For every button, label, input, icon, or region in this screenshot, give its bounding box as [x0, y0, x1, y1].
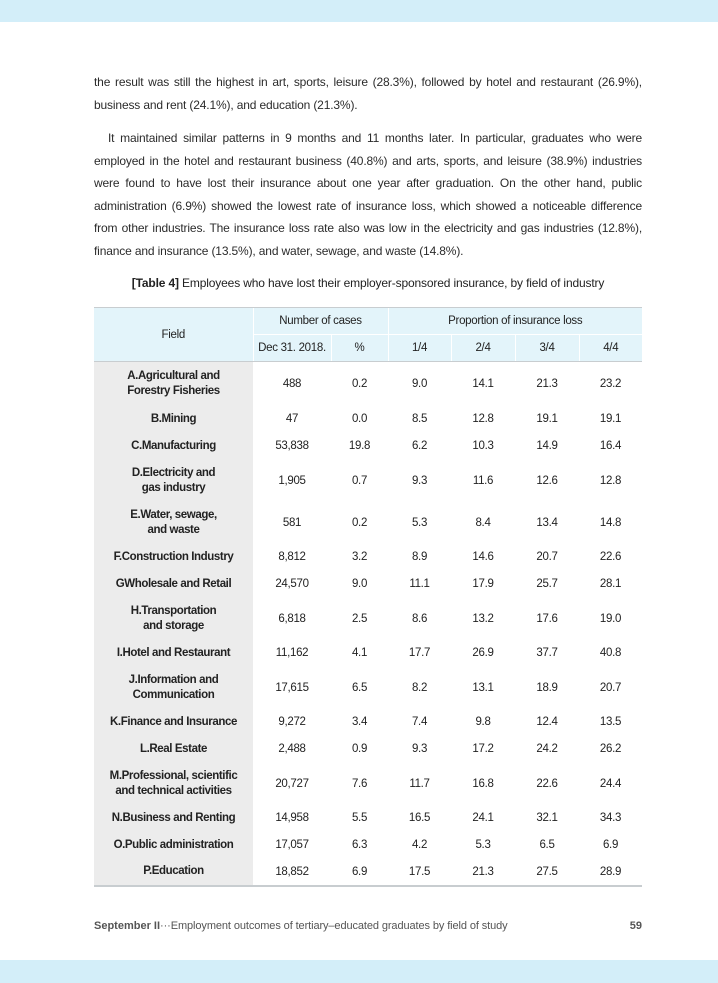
- cell-q2: 8.4: [475, 516, 491, 529]
- cell-cases: 24,570: [275, 578, 309, 590]
- cell-cases: 17,057: [275, 839, 309, 851]
- cell-field: [94, 362, 253, 406]
- cell-field: [94, 571, 253, 598]
- cell-field: [94, 709, 253, 736]
- cell-cases: 11,162: [275, 647, 309, 659]
- table-row: [94, 598, 642, 640]
- cell-q3: 37.7: [536, 647, 558, 659]
- field-line-1: D.Electricity and: [131, 466, 216, 479]
- insurance-loss-table: [94, 307, 642, 887]
- cell-field: [94, 502, 253, 544]
- cell-q1: 9.0: [411, 377, 428, 390]
- cell-pct: 2.5: [351, 612, 368, 625]
- cell-q2: 13.1: [472, 681, 494, 694]
- cell-cases: 18,852: [253, 859, 331, 886]
- cell-q3: 25.7: [536, 578, 558, 590]
- cell-q2: 14.1: [472, 377, 494, 390]
- cell-q1: 8.2: [411, 681, 428, 694]
- cell-pct: 3.4: [351, 716, 368, 728]
- header-q3: 3/4: [515, 335, 579, 362]
- cell-q3: 27.5: [515, 859, 579, 886]
- cell-q2: 13.2: [472, 612, 494, 625]
- cell-q2: 11.6: [472, 474, 494, 487]
- field-line-1: I.Hotel and Restaurant: [116, 646, 231, 659]
- cell-q1: 11.7: [409, 777, 430, 790]
- cell-field: [94, 544, 253, 571]
- header-q2: 2/4: [451, 335, 515, 362]
- cell-q1: 5.3: [411, 516, 428, 529]
- cell-q3: 13.4: [536, 516, 558, 529]
- body-paragraph-2: It maintained similar patterns in 9 months and 11 months later. In particular, graduates who were employed in the hotel and restaurant business (40.8%) and arts, sports, and leisure (38.9%) industries were found to have lost their insurance about one year after graduation. On the other hand, public administration (6.9%) showed the lowest rate of insurance loss, which showed a noticeable difference from other industries. The insurance loss rate also was low in the electricity and gas industries (12.8%), finance and insurance (13.5%), and water, sewage, and waste (14.8%).: [94, 131, 642, 258]
- table-row: [94, 362, 642, 406]
- field-line-1: J.Information and: [128, 673, 219, 686]
- cell-pct: 9.0: [351, 578, 368, 590]
- cell-q3: 19.1: [536, 413, 558, 425]
- cell-q4: 20.7: [599, 681, 622, 694]
- table-row: [94, 460, 642, 502]
- cell-q4: 12.8: [599, 474, 622, 487]
- cell-q1: 16.5: [408, 812, 431, 824]
- cell-q2: 26.9: [472, 647, 494, 659]
- table-row: [94, 571, 642, 598]
- field-line-2: gas industry: [141, 481, 206, 494]
- cell-field: [94, 406, 253, 433]
- table-row: [94, 832, 642, 859]
- cell-field: [94, 667, 253, 709]
- cell-q1: 17.7: [408, 647, 431, 659]
- cell-q4: 40.8: [599, 647, 622, 659]
- field-line-1: H.Transportation: [130, 604, 217, 617]
- cell-q4: 22.6: [599, 551, 622, 563]
- field-line-2: Forestry Fisheries: [127, 384, 220, 397]
- page-footer: [94, 920, 642, 932]
- cell-q1: 8.5: [411, 413, 428, 425]
- header-q1: 1/4: [388, 335, 451, 362]
- cell-cases: 17,615: [275, 681, 309, 694]
- table-caption: [94, 276, 642, 290]
- cell-pct: 4.1: [351, 647, 368, 659]
- cell-field: [94, 640, 253, 667]
- cell-cases: 8,812: [278, 551, 306, 563]
- field-line-1: O.Public administration: [113, 838, 234, 851]
- cell-q3: 21.3: [536, 377, 558, 390]
- cell-cases: 6,818: [278, 612, 306, 625]
- cell-q3: 20.7: [536, 551, 558, 563]
- cell-q3: 22.6: [536, 777, 558, 790]
- cell-q4: 6.9: [602, 839, 619, 851]
- footer-title: Employment outcomes of tertiary–educated graduates by field of study: [170, 920, 508, 932]
- cell-cases: 2,488: [278, 743, 306, 755]
- cell-q4: 16.4: [599, 440, 622, 452]
- field-line-2: and waste: [147, 523, 200, 536]
- cell-q2: 17.9: [472, 578, 494, 590]
- cell-pct: 0.7: [351, 474, 368, 487]
- cell-q1: 9.3: [411, 743, 428, 755]
- table-row: [94, 763, 642, 805]
- table-row: [94, 736, 642, 763]
- field-line-1: F.Construction Industry: [113, 550, 234, 563]
- footer-chapter: September II: [94, 920, 161, 932]
- cell-q4: 23.2: [599, 377, 622, 390]
- cell-cases: 581: [282, 516, 302, 529]
- cell-field: [94, 859, 253, 886]
- cell-q1: 9.3: [411, 474, 428, 487]
- cell-cases: 47: [285, 413, 299, 425]
- cell-cases: 9,272: [278, 716, 306, 728]
- table-row: [94, 406, 642, 433]
- table-caption-label: [Table 4]: [131, 276, 179, 290]
- table-row: [94, 805, 642, 832]
- cell-q1: 8.9: [411, 551, 428, 563]
- cell-q3: 24.2: [536, 743, 558, 755]
- table-row: [94, 667, 642, 709]
- cell-q2: 10.3: [472, 440, 494, 452]
- cell-field: [94, 460, 253, 502]
- table-caption-text: Employees who have lost their employer-sponsored insurance, by field of industry: [178, 276, 605, 290]
- cell-cases: 53,838: [275, 440, 309, 452]
- cell-q2: 9.8: [475, 716, 491, 728]
- header-dec-2018: Dec 31. 2018.: [253, 335, 331, 362]
- cell-field: [94, 598, 253, 640]
- cell-q2: 17.2: [472, 743, 494, 755]
- cell-field: [94, 832, 253, 859]
- cell-q4: 28.1: [599, 578, 622, 590]
- field-line-1: P.Education: [143, 865, 204, 877]
- table-row: [94, 709, 642, 736]
- field-line-1: M.Professional, scientific: [109, 769, 238, 782]
- cell-pct: 0.0: [351, 413, 368, 425]
- cell-field: [94, 433, 253, 460]
- cell-q4: 13.5: [599, 716, 622, 728]
- cell-field: [94, 805, 253, 832]
- cell-q3: 17.6: [536, 612, 558, 625]
- cell-q4: 28.9: [579, 859, 642, 886]
- cell-q4: 34.3: [599, 812, 622, 824]
- cell-pct: 0.2: [351, 516, 368, 529]
- cell-pct: 7.6: [351, 777, 368, 790]
- field-line-2: and technical activities: [115, 784, 232, 797]
- body-paragraph-1: the result was still the highest in art, sports, leisure (28.3%), followed by hotel and restaurant (26.9%), business and rent (24.1%), and education (21.3%).: [94, 75, 642, 112]
- table-row: [94, 502, 642, 544]
- cell-pct: 3.2: [351, 551, 368, 563]
- field-line-1: B.Mining: [150, 412, 197, 425]
- cell-q3: 14.9: [536, 440, 558, 452]
- header-field: Field: [94, 308, 253, 362]
- table-row: [94, 640, 642, 667]
- table-row: [94, 544, 642, 571]
- bottom-color-band: [0, 960, 718, 983]
- cell-q3: 32.1: [536, 812, 558, 824]
- cell-cases: 1,905: [278, 474, 306, 487]
- cell-q2: 5.3: [475, 839, 491, 851]
- cell-pct: 19.8: [348, 440, 371, 452]
- field-line-1: C.Manufacturing: [131, 439, 216, 452]
- page-number: 59: [629, 920, 642, 932]
- cell-q1: 17.5: [388, 859, 451, 886]
- field-line-1: E.Water, sewage,: [130, 508, 217, 521]
- cell-field: [94, 763, 253, 805]
- cell-q2: 24.1: [472, 812, 494, 824]
- field-line-1: N.Business and Renting: [111, 811, 236, 824]
- cell-q4: 19.0: [599, 612, 622, 625]
- header-number-of-cases: Number of cases: [253, 308, 388, 335]
- cell-field: [94, 736, 253, 763]
- cell-q4: 14.8: [599, 516, 622, 529]
- cell-q4: 19.1: [599, 413, 622, 425]
- cell-cases: 488: [282, 377, 302, 390]
- cell-q1: 4.2: [411, 839, 428, 851]
- cell-q2: 16.8: [472, 777, 494, 790]
- cell-q3: 18.9: [536, 681, 558, 694]
- cell-pct: 0.2: [351, 377, 368, 390]
- table-row: [94, 433, 642, 460]
- cell-q1: 11.1: [409, 578, 430, 590]
- field-line-2: Communication: [132, 688, 215, 701]
- field-line-1: L.Real Estate: [139, 742, 208, 755]
- cell-q4: 26.2: [599, 743, 622, 755]
- header-proportion-of-insurance-loss: Proportion of insurance loss: [388, 308, 642, 335]
- table-row: [94, 859, 642, 886]
- cell-q3: 6.5: [539, 839, 555, 851]
- cell-q1: 8.6: [411, 612, 428, 625]
- cell-q2: 12.8: [472, 413, 494, 425]
- cell-q2: 14.6: [472, 551, 494, 563]
- cell-q1: 7.4: [411, 716, 428, 728]
- cell-cases: 14,958: [275, 812, 309, 824]
- field-line-1: GWholesale and Retail: [115, 577, 232, 590]
- field-line-2: and storage: [143, 619, 204, 632]
- footer-separator: ···: [160, 920, 171, 932]
- cell-q3: 12.4: [536, 716, 558, 728]
- field-line-1: K.Finance and Insurance: [110, 715, 237, 728]
- cell-q3: 12.6: [536, 474, 558, 487]
- cell-pct: 6.3: [351, 839, 368, 851]
- cell-pct: 6.5: [351, 681, 368, 694]
- field-line-1: A.Agricultural and: [127, 369, 220, 382]
- top-color-band: [0, 0, 718, 22]
- header-q4: 4/4: [579, 335, 642, 362]
- cell-cases: 20,727: [275, 777, 309, 790]
- cell-pct: 0.9: [351, 743, 368, 755]
- cell-q2: 21.3: [451, 859, 515, 886]
- cell-pct: 5.5: [351, 812, 368, 824]
- header-percent: %: [331, 335, 388, 362]
- cell-pct: 6.9: [331, 859, 388, 886]
- cell-q1: 6.2: [411, 440, 428, 452]
- cell-q4: 24.4: [599, 777, 622, 790]
